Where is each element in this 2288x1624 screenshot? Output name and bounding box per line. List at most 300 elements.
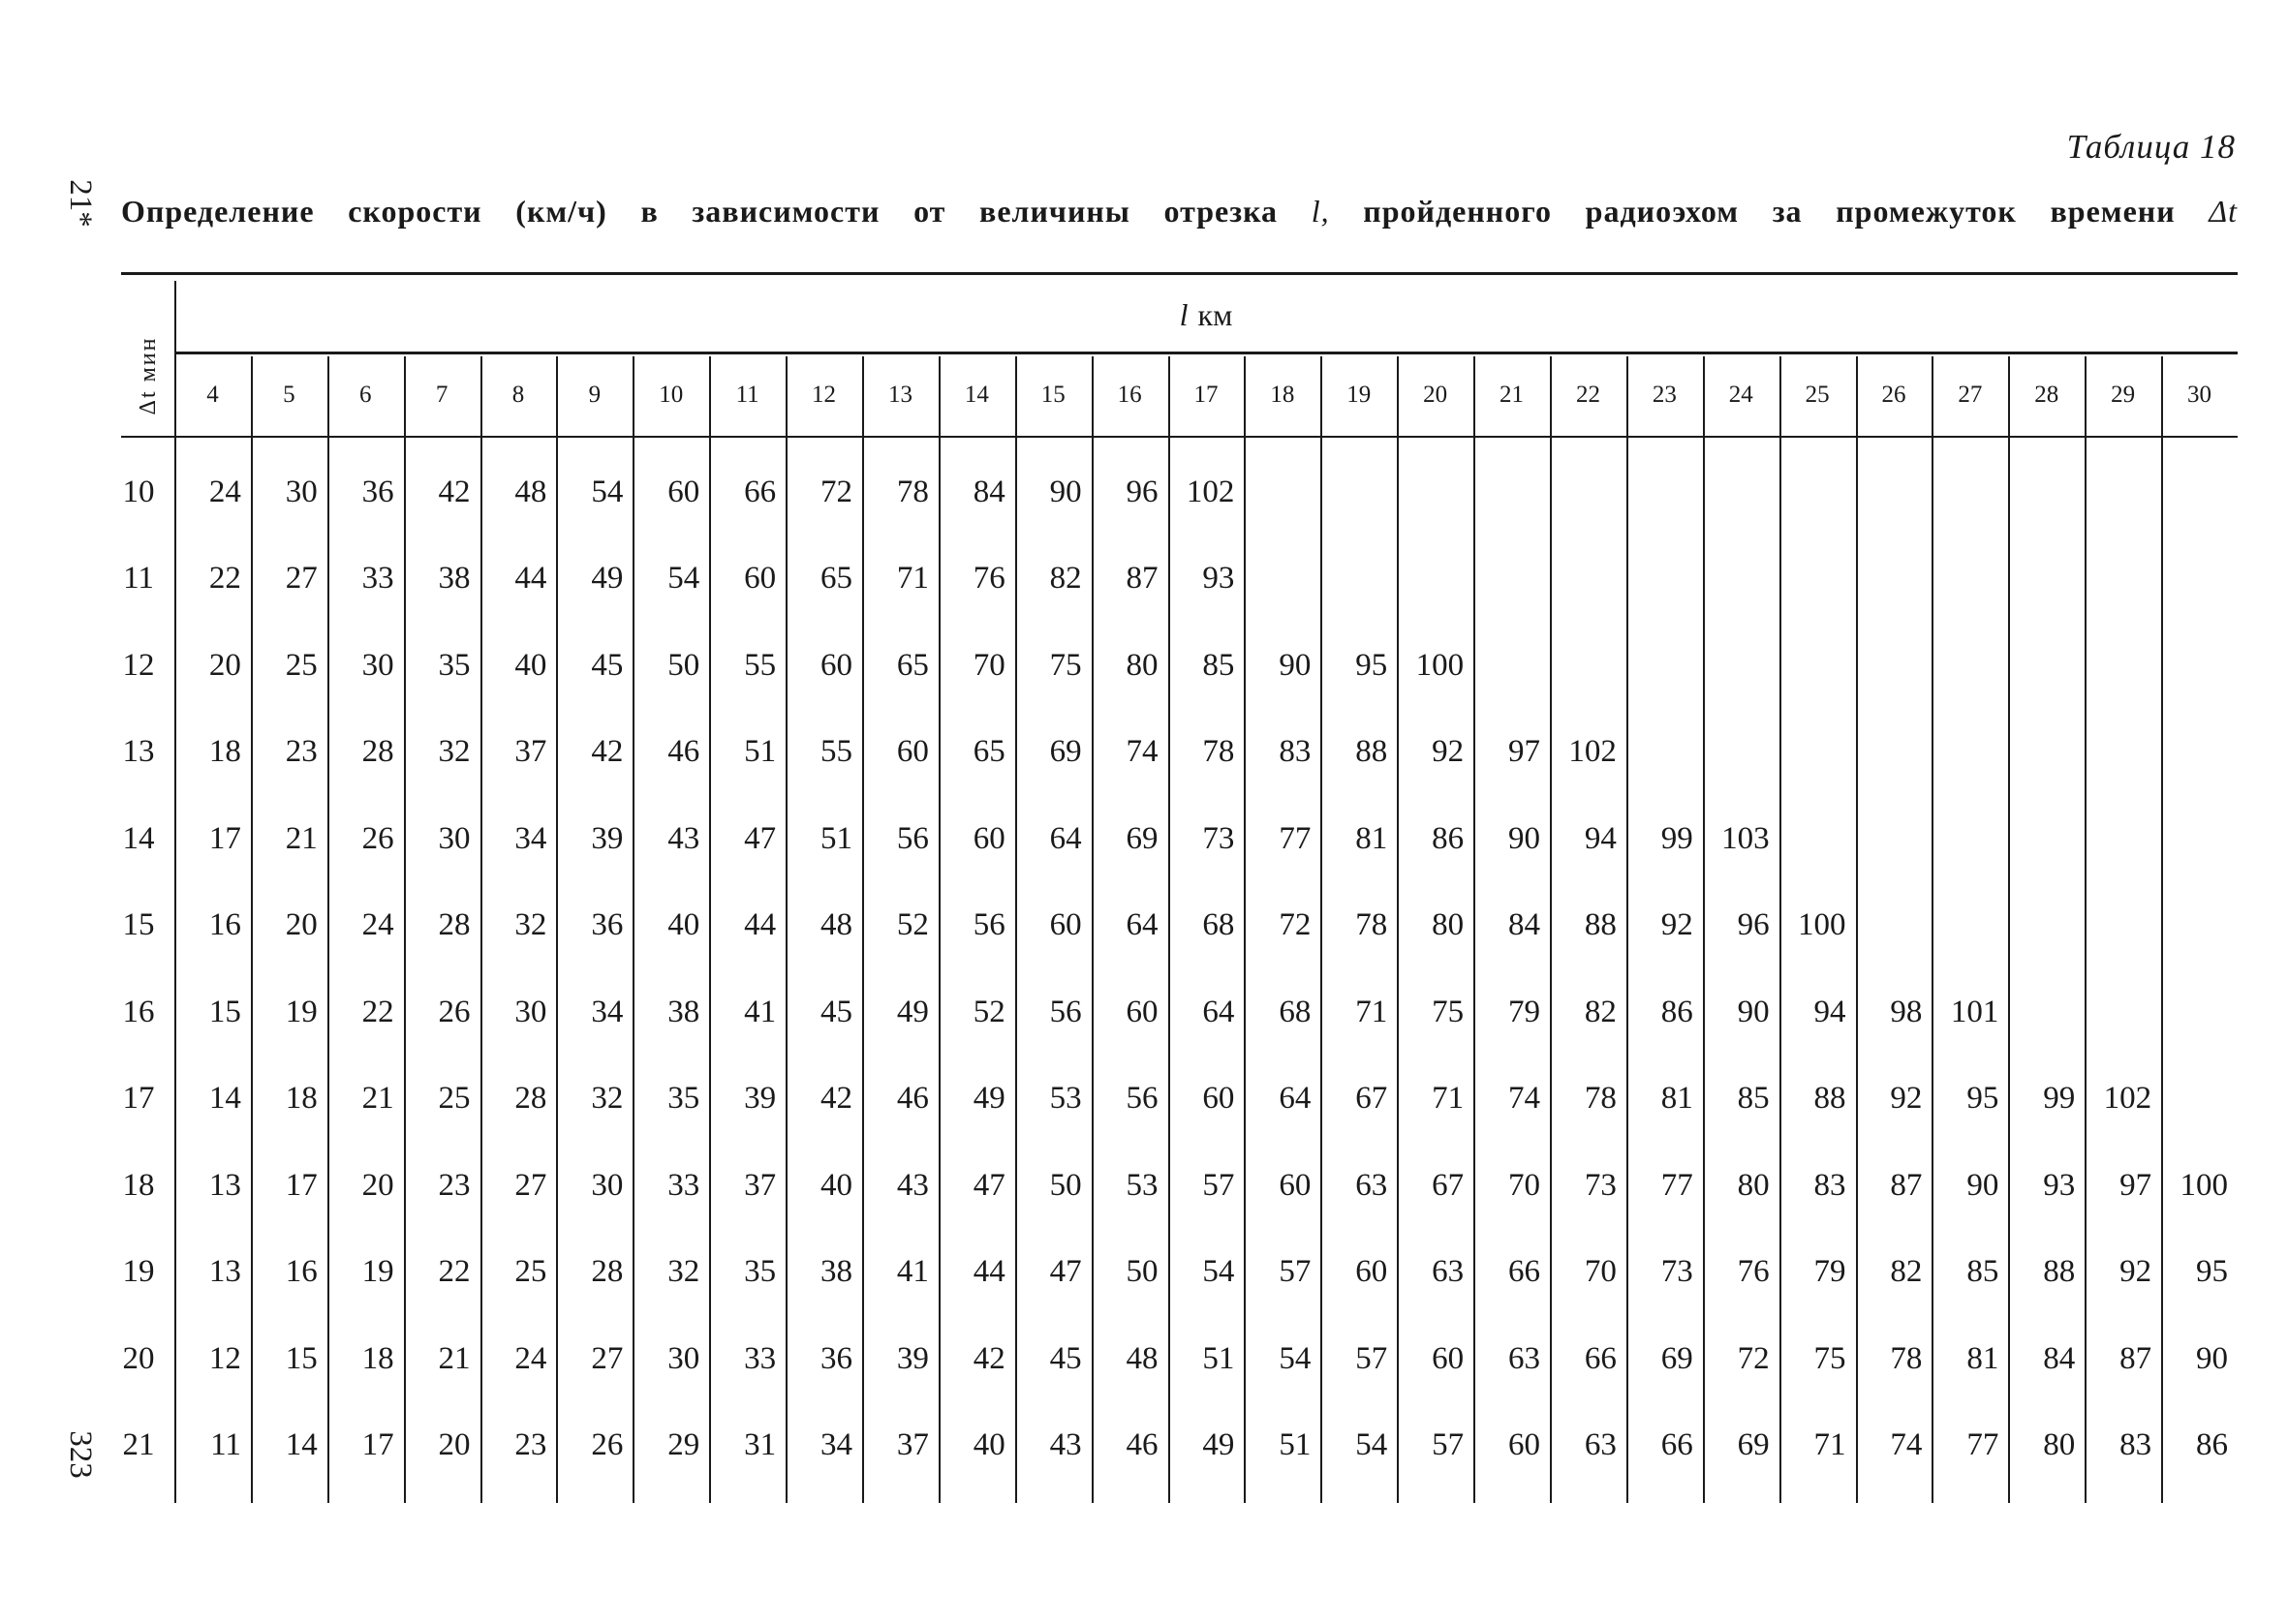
speed-cell: 47 — [744, 820, 777, 856]
caption-word: Определение — [121, 194, 315, 229]
caption-word: величины — [979, 194, 1130, 229]
speed-cell: 71 — [896, 561, 929, 596]
speed-cell: 21 — [285, 820, 318, 856]
speed-cell: 85 — [1737, 1081, 1770, 1116]
speed-cell: 90 — [1737, 994, 1770, 1029]
speed-cell: 39 — [744, 1081, 777, 1116]
speed-cell: 88 — [2043, 1254, 2076, 1289]
speed-cell: 57 — [1432, 1427, 1465, 1462]
speed-cell: 57 — [1202, 1167, 1235, 1203]
speed-cell: 85 — [1202, 647, 1235, 683]
speed-cell: 13 — [208, 1167, 241, 1203]
speed-cell: 20 — [361, 1167, 394, 1203]
speed-cell: 51 — [744, 734, 777, 769]
caption-word: (км/ч) — [515, 194, 607, 229]
speed-cell: 93 — [1202, 561, 1235, 596]
speed-cell: 60 — [1279, 1167, 1312, 1203]
speed-cell: 40 — [514, 647, 547, 683]
l-column-header: 18 — [1270, 382, 1295, 408]
dt-row-label: 14 — [122, 820, 155, 856]
speed-cell: 51 — [819, 820, 852, 856]
speed-cell: 30 — [667, 1340, 700, 1376]
speed-cell: 102 — [2103, 1081, 2152, 1116]
caption-word: l, — [1311, 194, 1330, 229]
speed-cell: 43 — [667, 820, 700, 856]
speed-cell: 64 — [1202, 994, 1235, 1029]
speed-cell: 20 — [285, 907, 318, 942]
speed-cell: 22 — [208, 561, 241, 596]
speed-cell: 47 — [973, 1167, 1005, 1203]
speed-cell: 54 — [1279, 1340, 1312, 1376]
speed-cell: 63 — [1432, 1254, 1465, 1289]
speed-cell: 17 — [208, 820, 241, 856]
speed-cell: 43 — [1049, 1427, 1082, 1462]
speed-cell: 93 — [2043, 1167, 2076, 1203]
speed-cell: 37 — [514, 734, 547, 769]
speed-cell: 86 — [2195, 1427, 2228, 1462]
speed-cell: 60 — [1432, 1340, 1465, 1376]
speed-cell: 54 — [591, 474, 624, 509]
speed-cell: 36 — [361, 474, 394, 509]
speed-cell: 27 — [285, 561, 318, 596]
speed-cell: 39 — [896, 1340, 929, 1376]
speed-cell: 90 — [1279, 647, 1312, 683]
speed-cell: 60 — [1126, 994, 1159, 1029]
speed-cell: 30 — [285, 474, 318, 509]
margin-mark: 21* — [63, 179, 99, 228]
speed-cell: 81 — [1355, 820, 1388, 856]
speed-cell: 71 — [1355, 994, 1388, 1029]
speed-cell: 92 — [1660, 907, 1693, 942]
speed-cell: 42 — [438, 474, 471, 509]
l-column-header: 7 — [435, 382, 448, 408]
speed-cell: 56 — [1126, 1081, 1159, 1116]
top-rule — [121, 272, 2238, 275]
l-column-header: 30 — [2187, 382, 2212, 408]
speed-cell: 13 — [208, 1254, 241, 1289]
l-column-header: 24 — [1728, 382, 1753, 408]
speed-cell: 72 — [1737, 1340, 1770, 1376]
speed-cell: 28 — [361, 734, 394, 769]
speed-cell: 88 — [1813, 1081, 1846, 1116]
l-column-header: 23 — [1652, 382, 1677, 408]
speed-cell: 74 — [1890, 1427, 1923, 1462]
speed-cell: 86 — [1660, 994, 1693, 1029]
speed-cell: 43 — [896, 1167, 929, 1203]
speed-cell: 60 — [1507, 1427, 1540, 1462]
speed-cell: 47 — [1049, 1254, 1082, 1289]
speed-cell: 38 — [667, 994, 700, 1029]
speed-cell: 92 — [2119, 1254, 2152, 1289]
speed-cell: 63 — [1584, 1427, 1617, 1462]
speed-cell: 97 — [2119, 1167, 2152, 1203]
caption-word: за — [1772, 194, 1803, 229]
speed-cell: 83 — [1813, 1167, 1846, 1203]
speed-cell: 60 — [1355, 1254, 1388, 1289]
speed-cell: 26 — [361, 820, 394, 856]
speed-cell: 60 — [1049, 907, 1082, 942]
speed-cell: 60 — [1202, 1081, 1235, 1116]
speed-cell: 12 — [208, 1340, 241, 1376]
speed-cell: 67 — [1355, 1081, 1388, 1116]
l-column-header: 14 — [964, 382, 989, 408]
speed-cell: 35 — [438, 647, 471, 683]
speed-cell: 83 — [2119, 1427, 2152, 1462]
speed-cell: 81 — [1660, 1081, 1693, 1116]
l-column-header: 8 — [511, 382, 525, 408]
speed-cell: 56 — [896, 820, 929, 856]
l-symbol: l — [1179, 296, 1189, 332]
speed-cell: 70 — [973, 647, 1005, 683]
speed-cell: 103 — [1721, 820, 1770, 856]
speed-cell: 87 — [1890, 1167, 1923, 1203]
l-column-group-header — [174, 291, 2238, 339]
speed-cell: 74 — [1507, 1081, 1540, 1116]
speed-cell: 66 — [1507, 1254, 1540, 1289]
speed-cell: 21 — [438, 1340, 471, 1376]
speed-cell: 65 — [896, 647, 929, 683]
speed-cell: 63 — [1507, 1340, 1540, 1376]
l-column-header: 16 — [1117, 382, 1142, 408]
speed-cell: 77 — [1279, 820, 1312, 856]
speed-cell: 19 — [361, 1254, 394, 1289]
dt-row-label: 16 — [122, 994, 155, 1029]
l-column-header: 5 — [283, 382, 295, 408]
speed-cell: 22 — [361, 994, 394, 1029]
speed-cell: 40 — [667, 907, 700, 942]
speed-cell: 30 — [514, 994, 547, 1029]
speed-cell: 30 — [591, 1167, 624, 1203]
speed-cell: 80 — [1126, 647, 1159, 683]
speed-cell: 22 — [438, 1254, 471, 1289]
speed-cell: 95 — [1966, 1081, 1999, 1116]
speed-cell: 97 — [1507, 734, 1540, 769]
speed-cell: 32 — [438, 734, 471, 769]
speed-cell: 75 — [1049, 647, 1082, 683]
caption-word: скорости — [348, 194, 482, 229]
l-unit: км — [1197, 296, 1233, 332]
speed-cell: 54 — [667, 561, 700, 596]
speed-cell: 20 — [208, 647, 241, 683]
speed-cell: 68 — [1279, 994, 1312, 1029]
speed-cell: 80 — [1432, 907, 1465, 942]
speed-cell: 90 — [1049, 474, 1082, 509]
l-column-header: 13 — [887, 382, 912, 408]
speed-cell: 82 — [1584, 994, 1617, 1029]
speed-cell: 31 — [744, 1427, 777, 1462]
caption-word: отрезка — [1163, 194, 1279, 229]
l-column-header: 10 — [659, 382, 684, 408]
speed-cell: 60 — [819, 647, 852, 683]
speed-cell: 90 — [2195, 1340, 2228, 1376]
speed-cell: 18 — [285, 1081, 318, 1116]
speed-cell: 66 — [744, 474, 777, 509]
speed-cell: 30 — [438, 820, 471, 856]
speed-cell: 42 — [973, 1340, 1005, 1376]
speed-cell: 56 — [1049, 994, 1082, 1029]
speed-cell: 98 — [1890, 994, 1923, 1029]
speed-cell: 38 — [819, 1254, 852, 1289]
speed-cell: 70 — [1507, 1167, 1540, 1203]
speed-cell: 92 — [1890, 1081, 1923, 1116]
dt-row-label: 17 — [122, 1081, 155, 1116]
l-column-header: 27 — [1958, 382, 1983, 408]
speed-cell: 90 — [1507, 820, 1540, 856]
speed-cell: 52 — [896, 907, 929, 942]
speed-cell: 26 — [591, 1427, 624, 1462]
dt-row-label: 11 — [123, 561, 154, 596]
l-column-header: 26 — [1881, 382, 1906, 408]
speed-cell: 65 — [819, 561, 852, 596]
speed-cell: 41 — [896, 1254, 929, 1289]
speed-cell: 67 — [1432, 1167, 1465, 1203]
speed-cell: 18 — [361, 1340, 394, 1376]
speed-cell: 69 — [1049, 734, 1082, 769]
speed-cell: 64 — [1279, 1081, 1312, 1116]
speed-cell: 11 — [210, 1427, 241, 1462]
page-number: 323 — [63, 1430, 99, 1479]
speed-cell: 79 — [1507, 994, 1540, 1029]
caption-word: промежуток — [1836, 194, 2017, 229]
speed-cell: 44 — [973, 1254, 1005, 1289]
speed-cell: 96 — [1126, 474, 1159, 509]
speed-cell: 25 — [438, 1081, 471, 1116]
speed-cell: 51 — [1202, 1340, 1235, 1376]
speed-cell: 18 — [208, 734, 241, 769]
speed-cell: 53 — [1126, 1167, 1159, 1203]
l-column-header: 15 — [1040, 382, 1066, 408]
speed-cell: 84 — [2043, 1340, 2076, 1376]
speed-cell: 88 — [1355, 734, 1388, 769]
l-column-header: 17 — [1193, 382, 1219, 408]
speed-cell: 69 — [1660, 1340, 1693, 1376]
speed-cell: 49 — [973, 1081, 1005, 1116]
speed-cell: 38 — [438, 561, 471, 596]
dt-row-label: 21 — [122, 1427, 155, 1462]
speed-cell: 102 — [1568, 734, 1617, 769]
speed-cell: 35 — [744, 1254, 777, 1289]
speed-cell: 21 — [361, 1081, 394, 1116]
dt-row-label: 19 — [122, 1254, 155, 1289]
speed-cell: 34 — [514, 820, 547, 856]
speed-cell: 17 — [361, 1427, 394, 1462]
speed-cell: 28 — [591, 1254, 624, 1289]
speed-cell: 66 — [1660, 1427, 1693, 1462]
speed-cell: 99 — [2043, 1081, 2076, 1116]
speed-cell: 37 — [744, 1167, 777, 1203]
subheader-rule — [121, 436, 2238, 438]
speed-cell: 33 — [744, 1340, 777, 1376]
speed-cell: 100 — [1415, 647, 1465, 683]
speed-cell: 90 — [1966, 1167, 1999, 1203]
speed-cell: 16 — [285, 1254, 318, 1289]
l-column-header: 25 — [1805, 382, 1830, 408]
speed-cell: 86 — [1432, 820, 1465, 856]
speed-cell: 72 — [819, 474, 852, 509]
dt-row-label: 15 — [122, 907, 155, 942]
speed-cell: 84 — [973, 474, 1005, 509]
speed-cell: 37 — [896, 1427, 929, 1462]
speed-cell: 57 — [1355, 1340, 1388, 1376]
l-column-header: 20 — [1423, 382, 1448, 408]
speed-cell: 69 — [1737, 1427, 1770, 1462]
caption-word: пройденного — [1363, 194, 1552, 229]
speed-cell: 39 — [591, 820, 624, 856]
speed-cell: 33 — [667, 1167, 700, 1203]
speed-cell: 16 — [208, 907, 241, 942]
speed-cell: 75 — [1432, 994, 1465, 1029]
l-column-header: 22 — [1575, 382, 1600, 408]
speed-cell: 36 — [591, 907, 624, 942]
speed-cell: 71 — [1813, 1427, 1846, 1462]
speed-cell: 78 — [1584, 1081, 1617, 1116]
speed-cell: 95 — [1355, 647, 1388, 683]
speed-cell: 87 — [2119, 1340, 2152, 1376]
speed-cell: 79 — [1813, 1254, 1846, 1289]
speed-cell: 15 — [208, 994, 241, 1029]
speed-cell: 78 — [1202, 734, 1235, 769]
speed-cell: 57 — [1279, 1254, 1312, 1289]
caption-word: радиоэхом — [1585, 194, 1739, 229]
speed-cell: 77 — [1966, 1427, 1999, 1462]
speed-cell: 94 — [1813, 994, 1846, 1029]
speed-cell: 50 — [667, 647, 700, 683]
speed-cell: 82 — [1890, 1254, 1923, 1289]
speed-cell: 60 — [973, 820, 1005, 856]
speed-cell: 28 — [514, 1081, 547, 1116]
speed-cell: 63 — [1355, 1167, 1388, 1203]
speed-cell: 101 — [1950, 994, 1999, 1029]
speed-cell: 73 — [1202, 820, 1235, 856]
speed-cell: 33 — [361, 561, 394, 596]
speed-cell: 72 — [1279, 907, 1312, 942]
speed-cell: 23 — [438, 1167, 471, 1203]
speed-cell: 46 — [896, 1081, 929, 1116]
speed-cell: 46 — [1126, 1427, 1159, 1462]
speed-cell: 48 — [819, 907, 852, 942]
dt-row-label: 13 — [122, 734, 155, 769]
table-caption — [121, 194, 2238, 238]
l-column-header: 6 — [358, 382, 372, 408]
speed-cell: 54 — [1355, 1427, 1388, 1462]
speed-cell: 55 — [819, 734, 852, 769]
speed-cell: 44 — [514, 561, 547, 596]
speed-cell: 19 — [285, 994, 318, 1029]
speed-cell: 25 — [514, 1254, 547, 1289]
speed-cell: 96 — [1737, 907, 1770, 942]
speed-cell: 64 — [1126, 907, 1159, 942]
speed-cell: 54 — [1202, 1254, 1235, 1289]
speed-cell: 70 — [1584, 1254, 1617, 1289]
speed-cell: 100 — [1798, 907, 1846, 942]
caption-word: в — [640, 194, 659, 229]
speed-cell: 40 — [973, 1427, 1005, 1462]
speed-cell: 92 — [1432, 734, 1465, 769]
speed-cell: 45 — [591, 647, 624, 683]
speed-cell: 42 — [591, 734, 624, 769]
dt-row-label: 12 — [122, 647, 155, 683]
speed-cell: 53 — [1049, 1081, 1082, 1116]
speed-cell: 45 — [819, 994, 852, 1029]
speed-cell: 68 — [1202, 907, 1235, 942]
speed-cell: 87 — [1126, 561, 1159, 596]
dt-row-label: 18 — [122, 1167, 155, 1203]
caption-word: от — [913, 194, 946, 229]
speed-cell: 32 — [667, 1254, 700, 1289]
speed-cell: 30 — [361, 647, 394, 683]
speed-cell: 28 — [438, 907, 471, 942]
speed-cell: 81 — [1966, 1340, 1999, 1376]
l-column-header: 4 — [206, 382, 219, 408]
speed-cell: 44 — [744, 907, 777, 942]
speed-cell: 66 — [1584, 1340, 1617, 1376]
speed-cell: 50 — [1049, 1167, 1082, 1203]
speed-cell: 75 — [1813, 1340, 1846, 1376]
header-rule — [174, 352, 2238, 354]
speed-cell: 36 — [819, 1340, 852, 1376]
speed-cell: 15 — [285, 1340, 318, 1376]
speed-cell: 17 — [285, 1167, 318, 1203]
caption-word: времени — [2050, 194, 2176, 229]
speed-cell: 64 — [1049, 820, 1082, 856]
speed-cell: 42 — [819, 1081, 852, 1116]
speed-cell: 69 — [1126, 820, 1159, 856]
speed-cell: 26 — [438, 994, 471, 1029]
speed-cell: 95 — [2195, 1254, 2228, 1289]
speed-cell: 50 — [1126, 1254, 1159, 1289]
speed-cell: 32 — [591, 1081, 624, 1116]
speed-cell: 51 — [1279, 1427, 1312, 1462]
speed-cell: 60 — [744, 561, 777, 596]
caption-word: зависимости — [692, 194, 881, 229]
dt-row-label: 20 — [122, 1340, 155, 1376]
speed-cell: 49 — [1202, 1427, 1235, 1462]
speed-cell: 83 — [1279, 734, 1312, 769]
speed-cell: 73 — [1660, 1254, 1693, 1289]
speed-cell: 55 — [744, 647, 777, 683]
speed-cell: 32 — [514, 907, 547, 942]
speed-cell: 82 — [1049, 561, 1082, 596]
speed-cell: 94 — [1584, 820, 1617, 856]
speed-cell: 78 — [1355, 907, 1388, 942]
speed-cell: 14 — [208, 1081, 241, 1116]
table-label: Таблица 18 — [2066, 128, 2236, 166]
speed-cell: 88 — [1584, 907, 1617, 942]
l-column-header: 19 — [1346, 382, 1372, 408]
speed-cell: 25 — [285, 647, 318, 683]
speed-cell: 71 — [1432, 1081, 1465, 1116]
speed-cell: 41 — [744, 994, 777, 1029]
speed-cell: 100 — [2180, 1167, 2228, 1203]
speed-cell: 24 — [361, 907, 394, 942]
speed-cell: 60 — [667, 474, 700, 509]
speed-cell: 77 — [1660, 1167, 1693, 1203]
speed-cell: 49 — [591, 561, 624, 596]
speed-cell: 99 — [1660, 820, 1693, 856]
speed-cell: 85 — [1966, 1254, 1999, 1289]
speed-cell: 27 — [514, 1167, 547, 1203]
speed-cell: 56 — [973, 907, 1005, 942]
speed-cell: 80 — [1737, 1167, 1770, 1203]
speed-cell: 76 — [973, 561, 1005, 596]
l-column-header: 28 — [2034, 382, 2059, 408]
speed-cell: 102 — [1186, 474, 1235, 509]
l-column-header: 29 — [2111, 382, 2136, 408]
l-column-header: 9 — [588, 382, 602, 408]
speed-cell: 60 — [896, 734, 929, 769]
speed-cell: 40 — [819, 1167, 852, 1203]
speed-cell: 20 — [438, 1427, 471, 1462]
